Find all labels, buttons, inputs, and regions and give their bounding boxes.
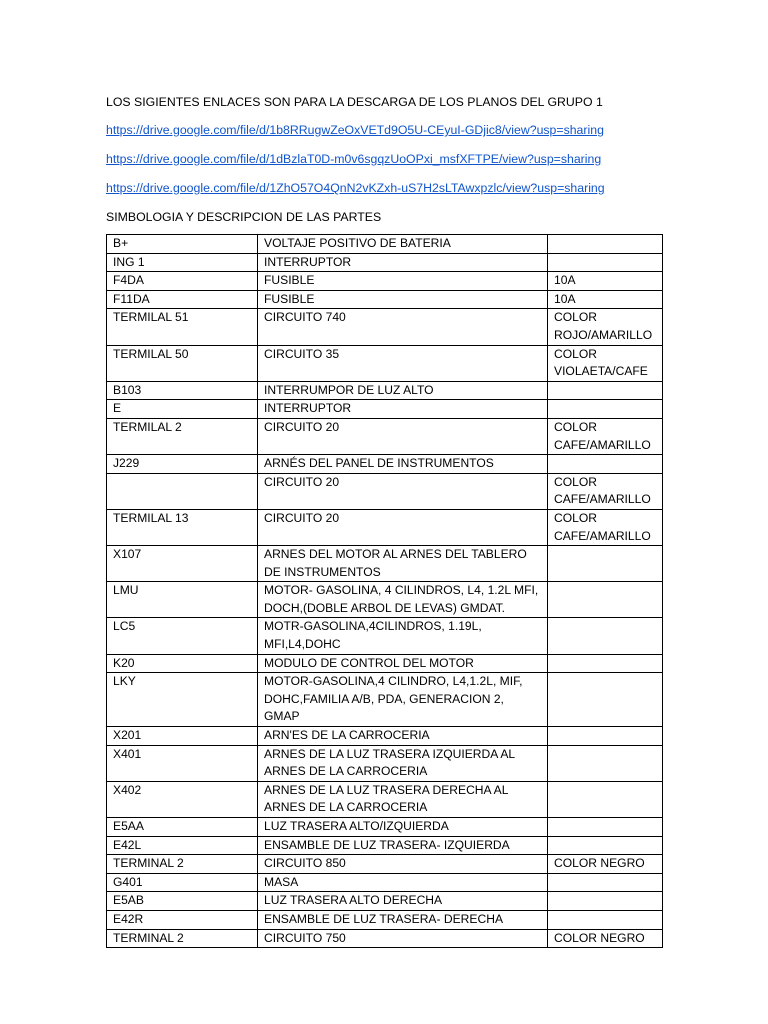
parts-table-body [107, 235, 663, 948]
note-cell [548, 455, 663, 474]
note-cell [548, 745, 663, 781]
description-cell: CIRCUITO 740 [258, 309, 548, 345]
note-cell [548, 673, 663, 727]
symbol-cell: TERMILAL 13 [107, 509, 258, 545]
table-row [107, 309, 663, 345]
note-cell [548, 818, 663, 837]
description-cell: FUSIBLE [258, 272, 548, 291]
note-cell [548, 727, 663, 746]
symbol-cell: LMU [107, 582, 258, 618]
document-page [106, 94, 662, 948]
note-cell [548, 235, 663, 254]
description-cell: MASA [258, 873, 548, 892]
note-cell [548, 873, 663, 892]
table-row [107, 272, 663, 291]
description-cell: VOLTAJE POSITIVO DE BATERIA [258, 235, 548, 254]
table-row [107, 235, 663, 254]
description-cell: INTERRUMPOR DE LUZ ALTO [258, 381, 548, 400]
symbol-cell: F11DA [107, 290, 258, 309]
symbol-cell: G401 [107, 873, 258, 892]
symbol-cell: X201 [107, 727, 258, 746]
section-title: SIMBOLOGIA Y DESCRIPCION DE LAS PARTES [106, 210, 382, 224]
table-row [107, 618, 663, 654]
description-cell: FUSIBLE [258, 290, 548, 309]
description-cell: ENSAMBLE DE LUZ TRASERA- DERECHA [258, 910, 548, 929]
note-cell [548, 892, 663, 911]
symbol-cell: B103 [107, 381, 258, 400]
drive-link-3[interactable]: https://drive.google.com/file/d/1ZhO57O4QnN2vKZxh-uS7H2sLTAwxpzlc/view?usp=sharing [106, 181, 605, 195]
description-cell: CIRCUITO 20 [258, 418, 548, 454]
table-row [107, 745, 663, 781]
table-row [107, 345, 663, 381]
note-cell [548, 400, 663, 419]
symbol-cell: B+ [107, 235, 258, 254]
table-row [107, 855, 663, 874]
table-row [107, 818, 663, 837]
note-cell [548, 781, 663, 817]
note-cell: COLOR CAFE/AMARILLO [548, 418, 663, 454]
symbol-cell: E5AB [107, 892, 258, 911]
description-cell: CIRCUITO 850 [258, 855, 548, 874]
description-cell: LUZ TRASERA ALTO DERECHA [258, 892, 548, 911]
description-cell: MOTR-GASOLINA,4CILINDROS, 1.19L, MFI,L4,DOHC [258, 618, 548, 654]
note-cell: COLOR CAFE/AMARILLO [548, 473, 663, 509]
symbol-cell: E [107, 400, 258, 419]
description-cell: ARN'ES DE LA CARROCERIA [258, 727, 548, 746]
description-cell: ARNES DE LA LUZ TRASERA IZQUIERDA AL ARNES DE LA CARROCERIA [258, 745, 548, 781]
symbol-cell: ING 1 [107, 253, 258, 272]
table-row [107, 418, 663, 454]
description-cell: ARNÉS DEL PANEL DE INSTRUMENTOS [258, 455, 548, 474]
table-row [107, 253, 663, 272]
drive-link-1[interactable]: https://drive.google.com/file/d/1b8RRugwZeOxVETd9O5U-CEyuI-GDjic8/view?usp=sharing [106, 123, 604, 137]
document-heading: LOS SIGIENTES ENLACES SON PARA LA DESCARGA DE LOS PLANOS DEL GRUPO 1 [106, 95, 603, 109]
drive-link-2[interactable]: https://drive.google.com/file/d/1dBzlaT0D-m0v6sgqzUoOPxi_msfXFTPE/view?usp=sharing [106, 152, 602, 166]
table-row [107, 546, 663, 582]
table-row [107, 873, 663, 892]
note-cell [548, 836, 663, 855]
note-cell [548, 253, 663, 272]
table-row [107, 473, 663, 509]
description-cell: ARNES DE LA LUZ TRASERA DERECHA AL ARNES DE LA CARROCERIA [258, 781, 548, 817]
symbol-cell: X402 [107, 781, 258, 817]
description-cell: CIRCUITO 750 [258, 929, 548, 948]
note-cell: COLOR ROJO/AMARILLO [548, 309, 663, 345]
symbol-cell: LC5 [107, 618, 258, 654]
table-row [107, 892, 663, 911]
description-cell: INTERRUPTOR [258, 253, 548, 272]
description-cell: MODULO DE CONTROL DEL MOTOR [258, 654, 548, 673]
note-cell: COLOR VIOLAETA/CAFE [548, 345, 663, 381]
symbol-cell: X401 [107, 745, 258, 781]
description-cell: MOTOR-GASOLINA,4 CILINDRO, L4,1.2L, MIF, DOHC,FAMILIA A/B, PDA, GENERACION 2, GMAP [258, 673, 548, 727]
table-row [107, 781, 663, 817]
table-row [107, 727, 663, 746]
symbol-cell: F4DA [107, 272, 258, 291]
table-row [107, 910, 663, 929]
symbol-cell: TERMILAL 50 [107, 345, 258, 381]
table-row [107, 673, 663, 727]
symbol-cell: TERMILAL 51 [107, 309, 258, 345]
description-cell: CIRCUITO 20 [258, 473, 548, 509]
parts-table [106, 234, 663, 948]
note-cell: 10A [548, 272, 663, 291]
description-cell: INTERRUPTOR [258, 400, 548, 419]
symbol-cell: LKY [107, 673, 258, 727]
description-cell: LUZ TRASERA ALTO/IZQUIERDA [258, 818, 548, 837]
note-cell [548, 618, 663, 654]
table-row [107, 654, 663, 673]
description-cell: ARNES DEL MOTOR AL ARNES DEL TABLERO DE INSTRUMENTOS [258, 546, 548, 582]
description-cell: CIRCUITO 35 [258, 345, 548, 381]
symbol-cell: TERMINAL 2 [107, 855, 258, 874]
note-cell [548, 582, 663, 618]
symbol-cell: E42R [107, 910, 258, 929]
symbol-cell: E5AA [107, 818, 258, 837]
table-row [107, 836, 663, 855]
note-cell: COLOR NEGRO [548, 929, 663, 948]
table-row [107, 400, 663, 419]
note-cell: 10A [548, 290, 663, 309]
symbol-cell: X107 [107, 546, 258, 582]
description-cell: CIRCUITO 20 [258, 509, 548, 545]
table-row [107, 455, 663, 474]
note-cell: COLOR CAFE/AMARILLO [548, 509, 663, 545]
symbol-cell: K20 [107, 654, 258, 673]
note-cell: COLOR NEGRO [548, 855, 663, 874]
note-cell [548, 546, 663, 582]
table-row [107, 381, 663, 400]
symbol-cell [107, 473, 258, 509]
symbol-cell: J229 [107, 455, 258, 474]
symbol-cell: E42L [107, 836, 258, 855]
table-row [107, 582, 663, 618]
table-row [107, 290, 663, 309]
note-cell [548, 654, 663, 673]
note-cell [548, 381, 663, 400]
description-cell: MOTOR- GASOLINA, 4 CILINDROS, L4, 1.2L MFI, DOCH,(DOBLE ARBOL DE LEVAS) GMDAT. [258, 582, 548, 618]
table-row [107, 929, 663, 948]
symbol-cell: TERMINAL 2 [107, 929, 258, 948]
table-row [107, 509, 663, 545]
description-cell: ENSAMBLE DE LUZ TRASERA- IZQUIERDA [258, 836, 548, 855]
symbol-cell: TERMILAL 2 [107, 418, 258, 454]
note-cell [548, 910, 663, 929]
